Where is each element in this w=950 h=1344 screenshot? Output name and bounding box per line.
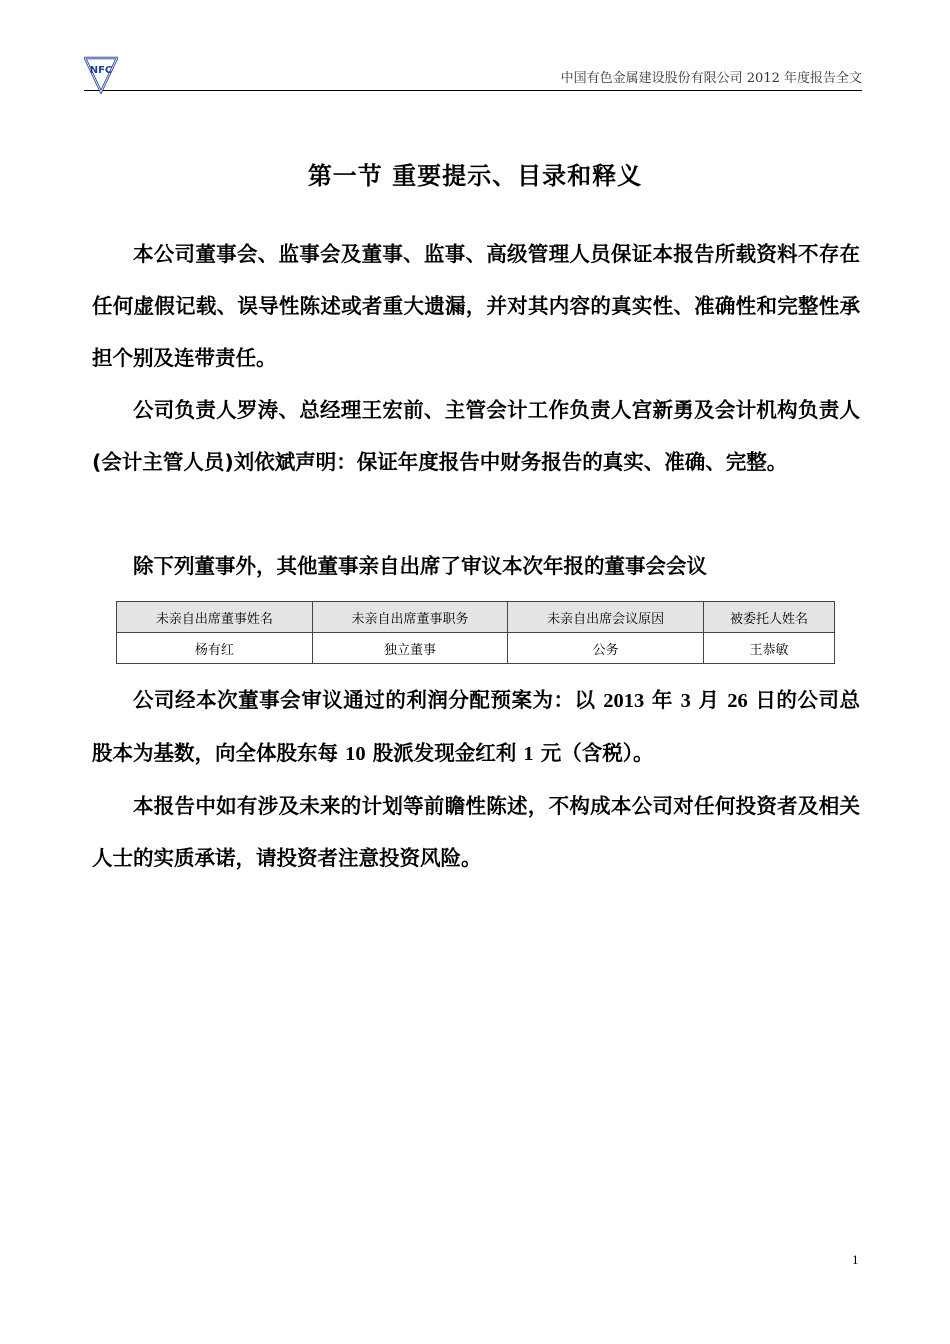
table-header-cell: 未亲自出席董事姓名 [117,602,313,633]
table-cell: 独立董事 [312,633,508,664]
paragraph-directors-attendance: 除下列董事外，其他董事亲自出席了审议本次年报的董事会会议 [133,554,707,578]
table-cell: 公务 [508,633,704,664]
absent-directors-table [116,601,835,664]
table-header-cell: 未亲自出席董事职务 [312,602,508,633]
page-number: 1 [852,1252,859,1267]
text-segment: 日的公司总股本为基数，向全体股东每 [92,688,860,765]
dividend-amount: 1 [523,743,534,765]
table-row [117,633,835,664]
logo-text: NFC [89,65,113,76]
table-cell: 王恭敏 [703,633,834,664]
text-segment: 月 [690,688,728,712]
paragraph-responsible-persons: 公司负责人罗涛、总经理王宏前、主管会计工作负责人宫新勇及会计机构负责人(会计主管人员)刘依斌声明：保证年度报告中财务报告的真实、准确、完整。 [92,398,860,474]
page-header [84,52,862,91]
table-cell: 杨有红 [117,633,313,664]
paragraph-profit-distribution [92,674,860,780]
nfc-logo-icon [84,56,118,94]
text-segment: 公司经本次董事会审议通过的利润分配预案为：以 [133,688,604,712]
text-segment: 年 [644,688,681,712]
paragraph-forward-looking: 本报告中如有涉及未来的计划等前瞻性陈述，不构成本公司对任何投资者及相关人士的实质承诺，请投资者注意投资风险。 [92,794,860,870]
text-segment: 股派发现金红利 [365,741,524,765]
record-year: 2013 [603,690,645,712]
report-header-title: 中国有色金属建设股份有限公司 2012 年度报告全文 [560,71,862,86]
shares-count: 10 [345,743,366,765]
record-month: 3 [680,690,691,712]
paragraph-board-guarantee: 本公司董事会、监事会及董事、监事、高级管理人员保证本报告所载资料不存在任何虚假记载、误导性陈述或者重大遗漏，并对其内容的真实性、准确性和完整性承担个别及连带责任。 [92,242,860,370]
record-day: 26 [727,690,748,712]
text-segment: 元（含税）。 [533,741,654,765]
table-header-cell: 被委托人姓名 [703,602,834,633]
table-header-cell: 未亲自出席会议原因 [508,602,704,633]
table-header-row [117,602,835,633]
section-title: 第一节 重要提示、目录和释义 [307,162,643,190]
